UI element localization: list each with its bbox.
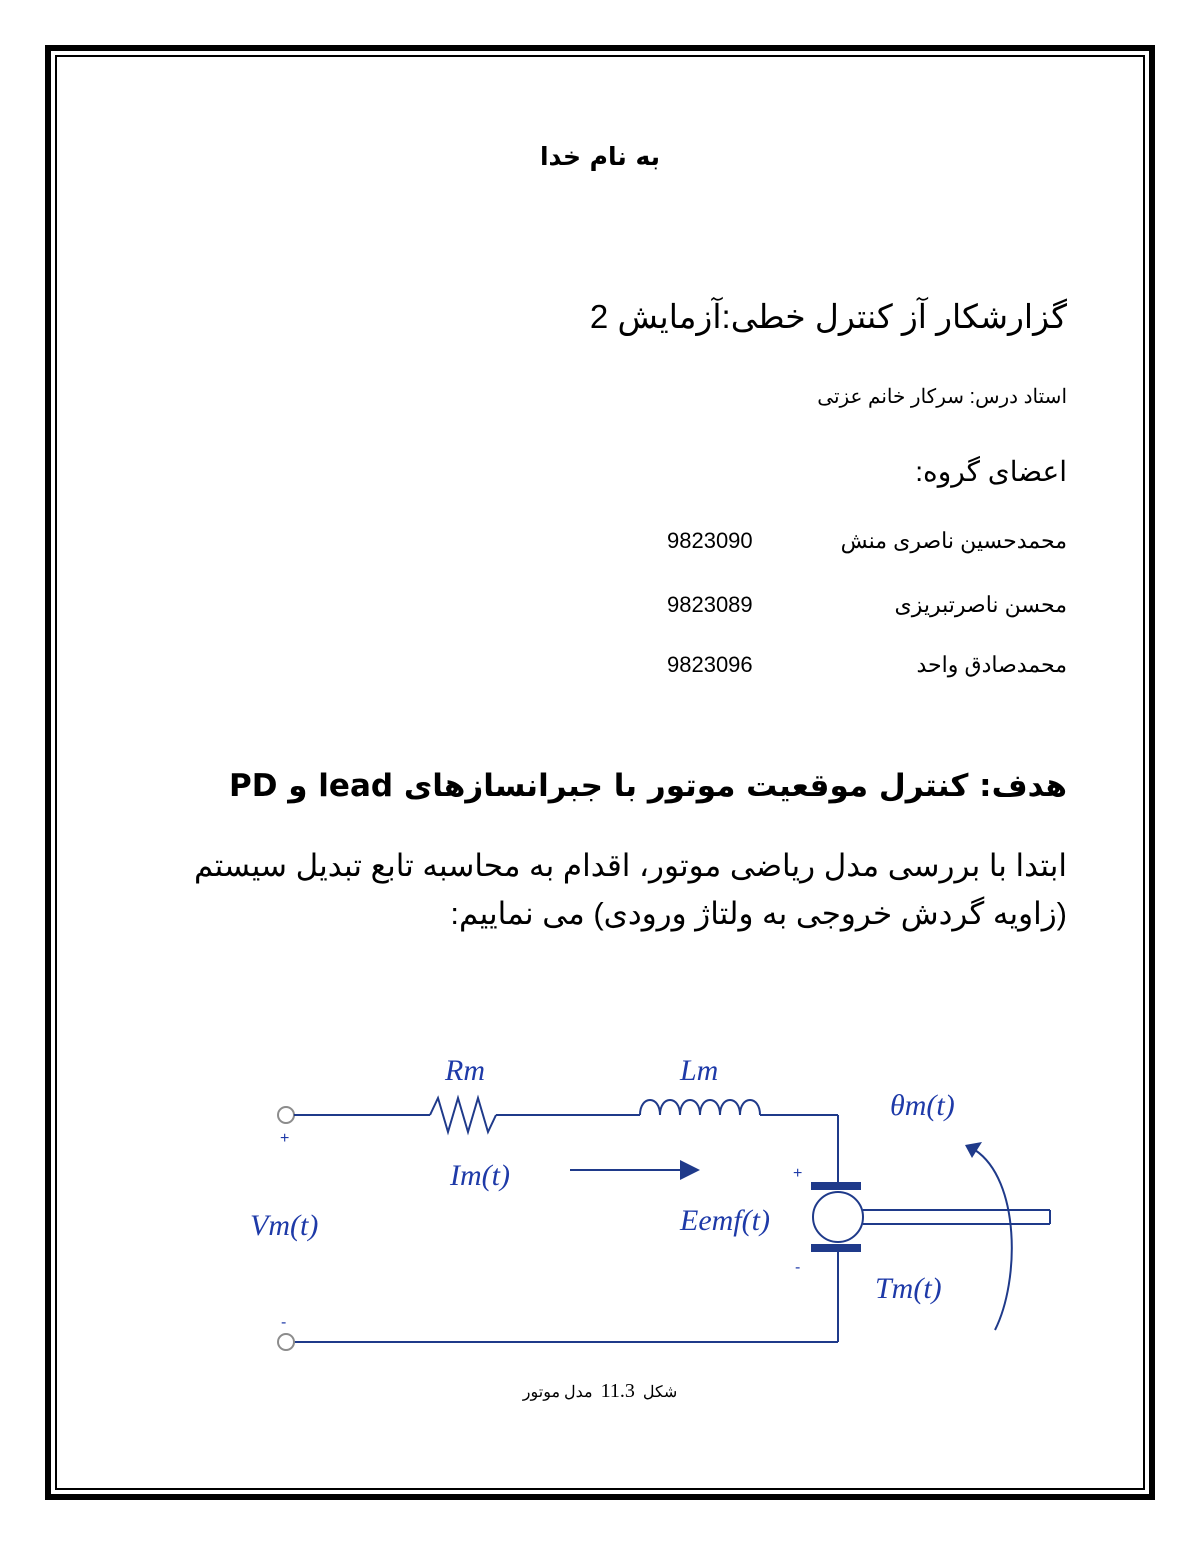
member-id: 9823096 [667, 652, 753, 677]
caption-number: 11.3 [600, 1380, 635, 1402]
member-id: 9823089 [667, 592, 753, 617]
member-name: محمدصادق واحد [916, 652, 1067, 677]
member-id: 9823090 [667, 528, 753, 553]
label-emf: Eemf(t) [680, 1204, 770, 1237]
rotation-arrowhead [965, 1142, 982, 1158]
motor-brush-bottom [812, 1245, 860, 1251]
member-name: محسن ناصرتبریزی [894, 592, 1067, 617]
caption-prefix: شکل [642, 1384, 678, 1401]
motor-brush-top [812, 1183, 860, 1189]
member-name: محمدحسین ناصری منش [840, 528, 1067, 553]
paragraph-line: (زاویه گردش خروجی به ولتاژ ورودی) می نماییم: [450, 896, 1067, 931]
label-minus-input: - [281, 1314, 287, 1331]
members-label: اعضای گروه: [915, 456, 1067, 487]
label-angle: θm(t) [890, 1089, 955, 1122]
input-terminal-top [278, 1107, 294, 1123]
instructor-line: استاد درس: سرکار خانم عزتی [817, 386, 1067, 408]
label-current: Im(t) [450, 1159, 510, 1192]
bismillah-heading: به نام خدا [539, 142, 661, 171]
goal-heading: هدف: کنترل موقعیت موتور با جبرانسازهای lead و PD [228, 768, 1067, 804]
caption-text: مدل موتور [522, 1384, 593, 1401]
paragraph-line: ابتدا با بررسی مدل ریاضی موتور، اقدام به محاسبه تابع تبدیل سیستم [194, 848, 1067, 883]
label-plus-motor: + [793, 1165, 803, 1182]
label-resistor: Rm [445, 1054, 485, 1087]
member-row [667, 528, 1067, 560]
label-plus-input: + [280, 1130, 290, 1147]
label-inductor: Lm [680, 1054, 719, 1087]
motor-armature [813, 1192, 863, 1242]
label-voltage: Vm(t) [250, 1209, 319, 1242]
label-torque: Tm(t) [875, 1272, 942, 1305]
rotation-arrow [975, 1150, 1012, 1330]
intro-paragraph [127, 842, 1067, 938]
member-row [667, 652, 1067, 684]
current-arrowhead [680, 1160, 700, 1180]
figure-caption [0, 1380, 1200, 1403]
label-minus-motor: - [795, 1259, 801, 1276]
member-row [667, 592, 1067, 624]
resistor-symbol [430, 1098, 496, 1132]
motor-circuit-diagram [250, 1040, 1070, 1370]
report-title: گزارشکار آز کنترل خطی:آزمایش 2 [589, 298, 1067, 335]
input-terminal-bottom [278, 1334, 294, 1350]
inductor-symbol [640, 1100, 760, 1115]
